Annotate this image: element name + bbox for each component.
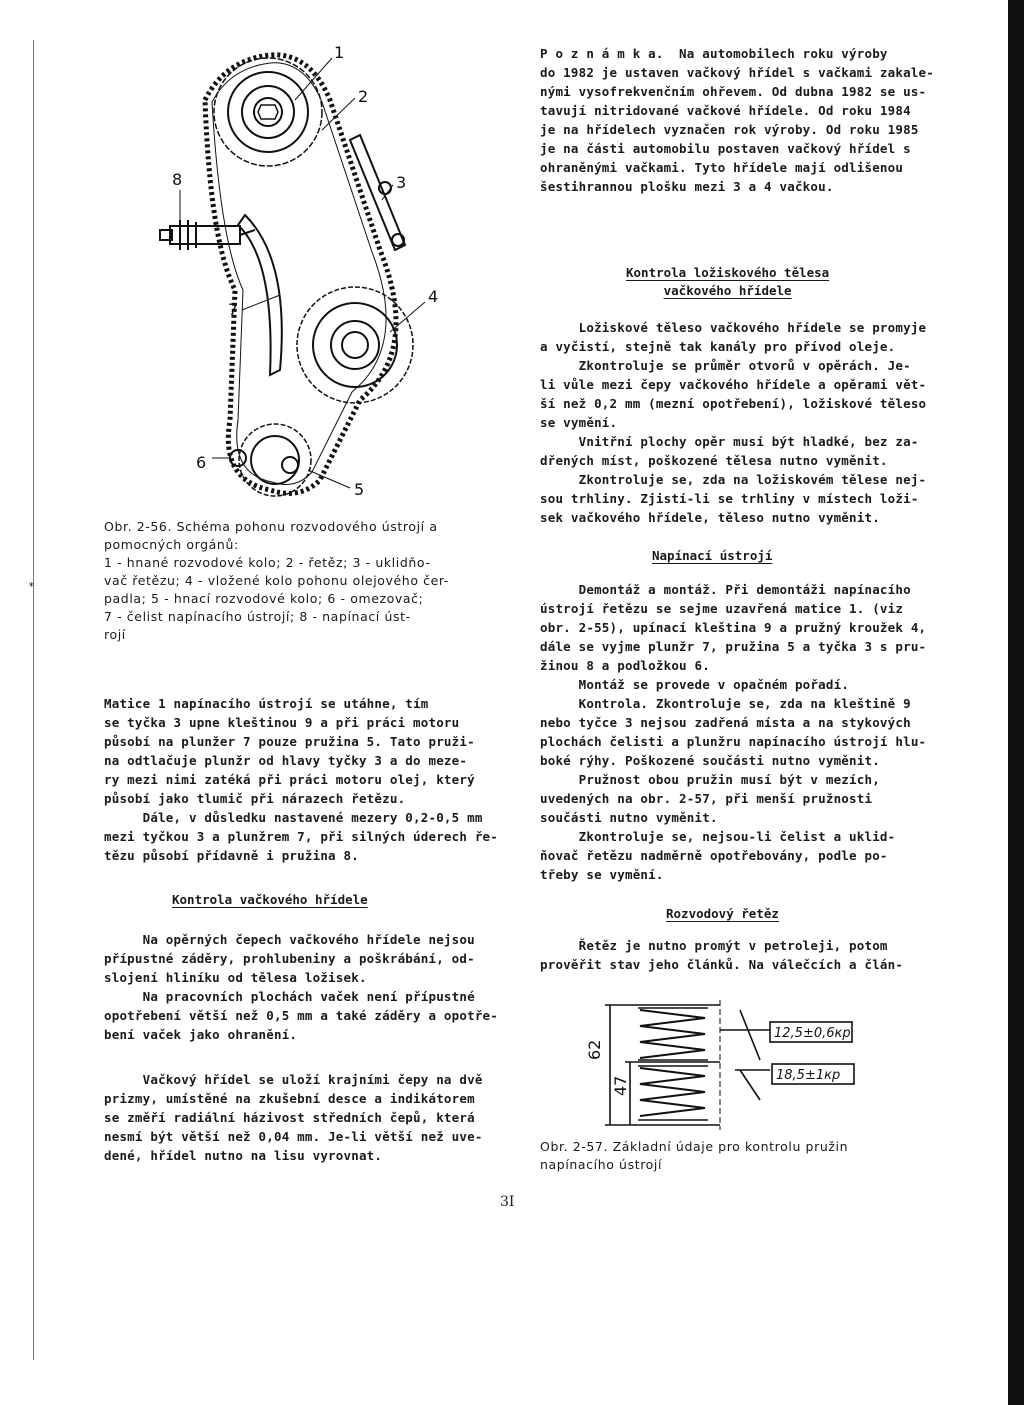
crankshaft-sprocket [239,424,311,496]
spring-spec-diagram [560,1000,890,1130]
tensioner-assembly [160,220,255,250]
callout-6: 6 [196,453,207,472]
paragraph-tensioner: Demontáž a montáž. Při demontáži napínacího ústrojí řetězu se sejme uzavřená matice 1. (viz obr. 2-55), upínací kleština 9 a pružný kroužek 4, dále se vyjme plunžr 7, pružina 5 a tyčka 3 s pru- žinou 8 a podložkou 6. Montáž se provede v opačném pořadí. Kontrola. Zkontroluje se, zda na kleštině 9 nebo tyčce 3 nejsou zadřená místa a na stykových plochách čelisti a plunžru napínacího ústrojí hlu- boké rýhy. Poškozené součásti nutno vyměnit. Pružnost obou pružin musí být v mezích, uvedených na obr. 2-57, při menší pružnosti součásti nutno vyměnit. Zkontroluje se, nejsou-li čelist a uklid- ňovač řetězu nadměrně opotřebovány, podle po- třeby se vymění. [540,582,927,882]
oil-pump-gear [297,287,413,403]
callout-8: 8 [172,170,183,189]
page-number: 3I [500,1194,515,1210]
paragraph-timing-chain: Řetěz je nutno promýt v petroleji, potom prověřit stav jeho článků. Na válečcích a člán- [540,938,904,972]
timing-chain [205,55,396,494]
spring-lower [638,1066,708,1120]
dimension-47: 47 [611,1075,630,1096]
figure-caption-2-57: Obr. 2-57. Základní údaje pro kontrolu pružin napínacího ústrojí [540,1139,849,1172]
scan-edge [1008,0,1024,1405]
heading-tensioner: Napínací ústrojí [652,548,773,563]
paragraph-camshaft-check: Na opěrných čepech vačkového hřídele nejsou přípustné záděry, prohlubeniny a poškrábání, od- slojení hliníku od tělesa ložisek. Na pracovních plochách vaček není přípustné opotřebení větší než 0,5 mm a také záděry a opotře- bení vaček jako ohranění. [104,932,499,1042]
callout-7: 7 [228,300,239,319]
binding-line [33,40,34,1360]
callout-4: 4 [428,287,439,306]
dimension-62: 62 [585,1039,604,1060]
callout-2: 2 [358,87,369,106]
paragraph-bearing-housing: Ložiskové těleso vačkového hřídele se promyje a vyčistí, stejně tak kanály pro přívod oleje. Zkontroluje se průměr otvorů v opěrách. Je- li vůle mezi čepy vačkového hřídele a opěrami vět- ší než 0,2 mm (mezní opotřebení), ložiskové těleso se vymění. Vnitřní plochy opěr musí být hladké, bez za- dřených míst, poškozené tělesa nutno vyměnit. Zkontroluje se, zda na ložiskovém tělese nej- sou trhliny. Zjistí-li se trhliny v místech loži- sek vačkového hřídele, těleso nutno vyměnit. [540,320,927,525]
heading-timing-chain: Rozvodový řetěz [666,906,779,921]
figure-caption-2-56: Obr. 2-56. Schéma pohonu rozvodového ústrojí a pomocných orgánů: 1 - hnané rozvodové kolo; 2 - řetěz; 3 - uklidňo- vač řetězu; 4 - vložené kolo pohonu olejového čer- padla; 5 - hnací rozvodové kolo; 6 - omezovač; 7 - čelist napínacího ústrojí; 8 - napínací úst- rojí [104,519,449,642]
heading-camshaft-check: Kontrola vačkového hřídele [172,892,368,907]
note-paragraph: P o z n á m k a. Na automobilech roku výroby do 1982 je ustaven vačkový hřídel s vačkami zakale- nými vysofrekvenčním ohřevem. Od dubna 1982 se us- tavují nitridované vačkové hřídele. Od roku 1984 je na hřídelech vyznačen rok výroby. Od roku 1985 je na části automobilu postaven vačkový hřídel s ohraněnými vačkami. Tyto hřídele mají odlišenou šestihrannou plošku mezi 3 a 4 vačkou. [540,46,935,194]
timing-drive-diagram [150,40,480,510]
camshaft-sprocket [214,58,322,166]
spring-lower-load: 18,5±1кр [776,1068,841,1083]
paragraph-camshaft-prisms: Vačkový hřídel se uloží krajními čepy na dvě prizmy, umístěné na zkušební desce a indikátorem se změří radiální házivost středních čepů, která nesmí být větší než 0,04 mm. Je-li větší než uve- dené, hřídel nutno na lisu vyrovnat. [104,1072,483,1163]
spring-upper-load: 12,5±0,6кр [774,1026,851,1041]
heading-bearing-housing: Kontrola ložiskového tělesa vačkového hřídele [626,265,830,298]
callout-5: 5 [354,480,365,499]
callout-1: 1 [334,43,345,62]
paragraph-tension-nut: Matice 1 napínacího ústrojí se utáhne, tím se tyčka 3 upne kleštinou 9 a při práci motoru působí na plunžer 7 pouze pružina 5. Tato pruži- na odtlačuje plunžr od hlavy tyčky 3 a do meze- ry mezi nimi zatéká při práci motoru olej, který působí jako tlumič při nárazech řetězu. Dále, v důsledku nastavené mezery 0,2-0,5 mm mezi tyčkou 3 a plunžrem 7, při silných úderech ře- tězu působí přídavně i pružina 8. [104,696,499,863]
margin-mark: * [28,580,35,593]
tensioner-shoe [238,215,282,375]
spring-upper [638,1008,708,1060]
callout-3: 3 [396,173,407,192]
